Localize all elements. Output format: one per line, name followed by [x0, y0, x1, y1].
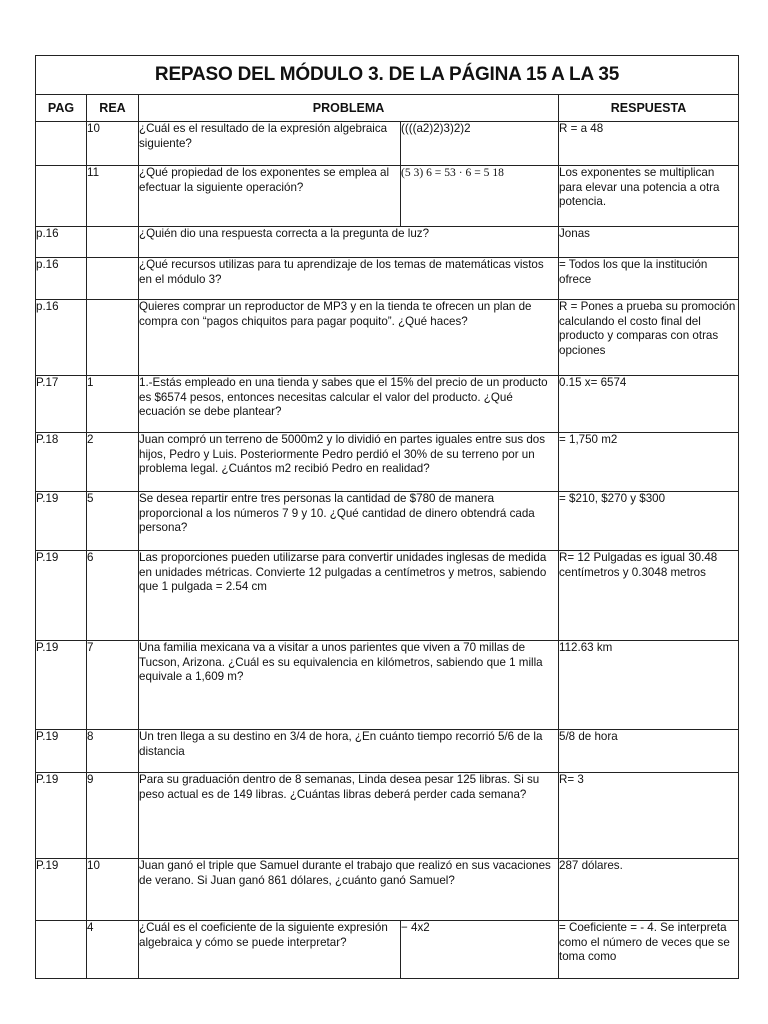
respuesta-cell: 287 dólares. [559, 859, 739, 921]
rea-cell: 9 [87, 773, 139, 859]
problema-cell: Quieres comprar un reproductor de MP3 y en la tienda te ofrecen un plan de compra con “pagos chiquitos para pagar poquito”. ¿Qué haces? [139, 300, 559, 376]
header-pag: PAG [36, 95, 87, 122]
rea-cell: 1 [87, 376, 139, 433]
pag-cell: P.19 [36, 641, 87, 730]
problema-cell: ¿Cuál es el coeficiente de la siguiente expresión algebraica y cómo se puede interpretar? [139, 921, 401, 979]
pag-cell: P.19 [36, 773, 87, 859]
rea-cell: 4 [87, 921, 139, 979]
table-row [36, 730, 739, 773]
respuesta-cell: = Todos los que la institución ofrece [559, 258, 739, 300]
respuesta-cell: Jonas [559, 227, 739, 258]
pag-cell: P.17 [36, 376, 87, 433]
respuesta-cell: 0.15 x= 6574 [559, 376, 739, 433]
table-row [36, 641, 739, 730]
respuesta-cell: R = Pones a prueba su promoción calculando el costo final del producto y comparas con otras opciones [559, 300, 739, 376]
respuesta-cell: = $210, $270 y $300 [559, 492, 739, 551]
rea-cell: 2 [87, 433, 139, 492]
table-row [36, 773, 739, 859]
problema-cell: Un tren llega a su destino en 3/4 de hora, ¿En cuánto tiempo recorrió 5/6 de la distancia [139, 730, 559, 773]
pag-cell: P.19 [36, 730, 87, 773]
table-row [36, 433, 739, 492]
pag-cell: p.16 [36, 227, 87, 258]
expression-cell: (5 3) 6 = 53 · 6 = 5 18 [401, 166, 559, 227]
pag-cell [36, 921, 87, 979]
table-row [36, 551, 739, 641]
expression-cell: ((((a2)2)3)2)2 [401, 122, 559, 166]
pag-cell: P.19 [36, 492, 87, 551]
problema-cell: Para su graduación dentro de 8 semanas, Linda desea pesar 125 libras. Si su peso actual es de 149 libras. ¿Cuántas libras deberá perder cada semana? [139, 773, 559, 859]
rea-cell [87, 300, 139, 376]
respuesta-cell: R= 3 [559, 773, 739, 859]
problema-cell: ¿Qué recursos utilizas para tu aprendizaje de los temas de matemáticas vistos en el módulo 3? [139, 258, 559, 300]
problema-cell: Las proporciones pueden utilizarse para convertir unidades inglesas de medida en unidades métricas. Convierte 12 pulgadas a centímetros y metros, sabiendo que 1 pulgada = 2.54 cm [139, 551, 559, 641]
respuesta-cell: 112.63 km [559, 641, 739, 730]
problema-cell: ¿Qué propiedad de los exponentes se emplea al efectuar la siguiente operación? [139, 166, 401, 227]
table-row [36, 300, 739, 376]
header-problema: PROBLEMA [139, 95, 559, 122]
pag-cell [36, 122, 87, 166]
rea-cell: 10 [87, 859, 139, 921]
table-row [36, 227, 739, 258]
problema-cell: Juan ganó el triple que Samuel durante el trabajo que realizó en sus vacaciones de verano. Si Juan ganó 861 dólares, ¿cuánto ganó Samuel? [139, 859, 559, 921]
rea-cell: 7 [87, 641, 139, 730]
problema-cell: ¿Quién dio una respuesta correcta a la pregunta de luz? [139, 227, 559, 258]
problema-cell: Juan compró un terreno de 5000m2 y lo dividió en partes iguales entre sus dos hijos, Pedro y Luis. Posteriormente Pedro perdió el 30% de su terreno por un problema legal. ¿Cuántos m2 recibió Pedro en realidad? [139, 433, 559, 492]
pag-cell: p.16 [36, 258, 87, 300]
rea-cell: 11 [87, 166, 139, 227]
header-respuesta: RESPUESTA [559, 95, 739, 122]
rea-cell [87, 258, 139, 300]
problema-cell: ¿Cuál es el resultado de la expresión algebraica siguiente? [139, 122, 401, 166]
table-row [36, 122, 739, 166]
respuesta-cell: R = a 48 [559, 122, 739, 166]
problema-cell: Una familia mexicana va a visitar a unos parientes que viven a 70 millas de Tucson, Arizona. ¿Cuál es su equivalencia en kilómetros, sabiendo que 1 milla equivale a 1,609 m? [139, 641, 559, 730]
pag-cell [36, 166, 87, 227]
header-rea: REA [87, 95, 139, 122]
rea-cell: 10 [87, 122, 139, 166]
rea-cell [87, 227, 139, 258]
respuesta-cell: = 1,750 m2 [559, 433, 739, 492]
pag-cell: p.16 [36, 300, 87, 376]
pag-cell: P.19 [36, 551, 87, 641]
rea-cell: 5 [87, 492, 139, 551]
rea-cell: 6 [87, 551, 139, 641]
table-row [36, 921, 739, 979]
respuesta-cell: Los exponentes se multiplican para elevar una potencia a otra potencia. [559, 166, 739, 227]
respuesta-cell: = Coeficiente = - 4. Se interpreta como el número de veces que se toma como [559, 921, 739, 979]
problema-cell: 1.-Estás empleado en una tienda y sabes que el 15% del precio de un producto es $6574 pesos, entonces necesitas calcular el valor del producto. ¿Qué ecuación se debe plantear? [139, 376, 559, 433]
review-table [35, 55, 739, 979]
table-row [36, 166, 739, 227]
problema-cell: Se desea repartir entre tres personas la cantidad de $780 de manera proporcional a los números 7 9 y 10. ¿Qué cantidad de dinero obtendrá cada persona? [139, 492, 559, 551]
pag-cell: P.19 [36, 859, 87, 921]
table-row [36, 258, 739, 300]
table-row [36, 492, 739, 551]
pag-cell: P.18 [36, 433, 87, 492]
expression-cell: − 4x2 [401, 921, 559, 979]
respuesta-cell: R= 12 Pulgadas es igual 30.48 centímetros y 0.3048 metros [559, 551, 739, 641]
rea-cell: 8 [87, 730, 139, 773]
respuesta-cell: 5/8 de hora [559, 730, 739, 773]
page-title: REPASO DEL MÓDULO 3. DE LA PÁGINA 15 A LA 35 [36, 56, 739, 95]
table-row [36, 376, 739, 433]
table-row [36, 859, 739, 921]
